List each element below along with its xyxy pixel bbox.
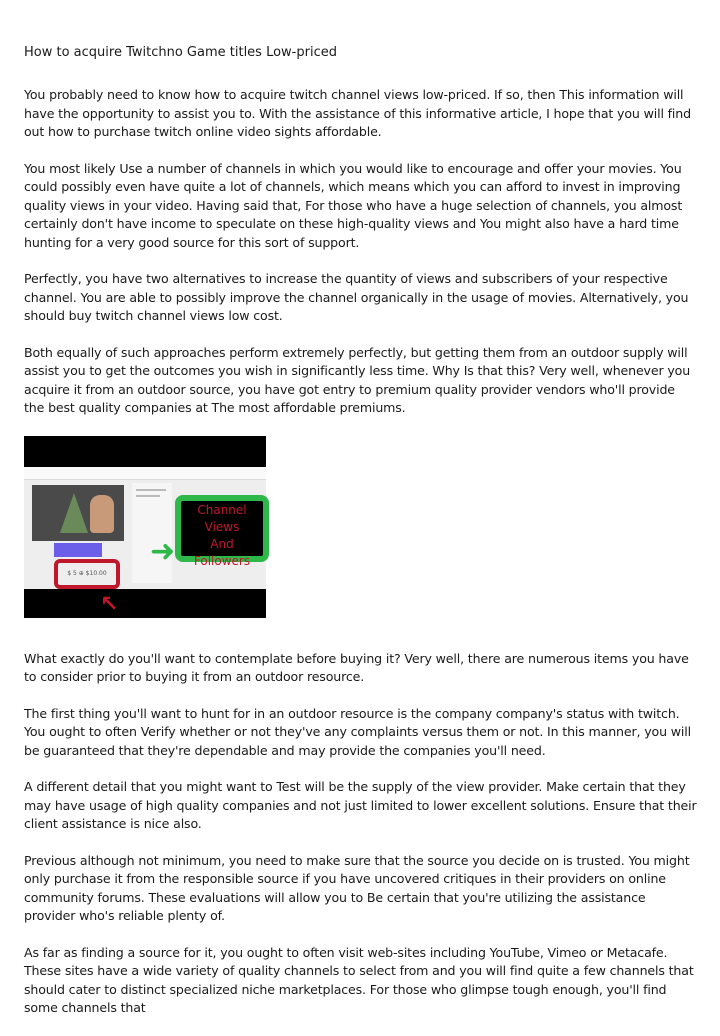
overlay-line: And: [210, 536, 234, 551]
red-arrow-icon: ↖: [100, 591, 119, 617]
overlay-line: Channel Views: [197, 502, 247, 534]
paragraph: The first thing you'll want to hunt for in an outdoor resource is the company company's status with twitch. You ought to often Verify whether or not they've any complaints versus them or not. In this manner, you will be guaranteed that they're dependable and may provide the companies you'll need.: [24, 705, 691, 758]
text-line: [136, 495, 160, 497]
paragraph: What exactly do you'll want to contemplate before buying it? Very well, there are numerous items you have to consider prior to buying it from an outdoor resource.: [24, 650, 689, 684]
overlay-label-box: [175, 495, 269, 568]
overlay-line: Followers: [193, 553, 251, 568]
article: [24, 43, 698, 1036]
streamer-shape: [90, 495, 114, 533]
article-title: How to acquire Twitchno Game titles Low-priced: [24, 45, 337, 60]
paragraph: Both equally of such approaches perform extremely perfectly, but getting them from an outdoor supply will assist you to get the outcomes you wish in significantly less time. Why Is that this? Very well, whenever you acquire it from an outdoor source, you have got entry to premium quality provider vendors who'll provide the best quality companies at The most affordable premiums.: [24, 344, 691, 415]
paragraph: A different detail that you might want to Test will be the supply of the view provider. Make certain that they may have usage of high quality companies and not just limited to lower excellent solutions. Ensure that their client assistance is nice also.: [24, 779, 697, 831]
paragraph: Perfectly, you have two alternatives to increase the quantity of views and subscribers of your respective channel. You are able to possibly improve the channel organically in the usage of movies. Alternatively, you should buy twitch channel views low cost.: [24, 271, 689, 323]
tree-shape: [60, 493, 88, 533]
promo-banner: [54, 543, 102, 557]
stream-video: [32, 485, 124, 541]
article-image: [24, 436, 266, 618]
text-line: [136, 489, 166, 491]
paragraph: You most likely Use a number of channels in which you would like to encourage and offer your movies. You could possibly even have quite a lot of channels, which means which you can afford to invest in improving quality views in your video. Having said that, For those who have a huge selection of channels, you almost certainly don't have income to speculate on these high-quality views and You might also have a hard time hunting for a very good source for this sort of support.: [24, 160, 683, 250]
browser-chrome: [24, 467, 266, 480]
paragraph: As far as finding a source for it, you ought to often visit web-sites including YouTube, Vimeo or Metacafe. These sites have a wide variety of quality channels to select from and you will find quite a few channels that should cater to distinct specialized niche marketplaces. For those who glimpse tough enough, you'll find some channels that: [24, 944, 694, 1015]
paragraph: You probably need to know how to acquire twitch channel views low-priced. If so, then This information will have the opportunity to assist you to. With the assistance of this informative article, I hope that you will find out how to purchase twitch online video sights affordable.: [24, 87, 691, 139]
green-arrow-icon: ➜: [150, 533, 176, 569]
paragraph: Previous although not minimum, you need to make sure that the source you decide on is trusted. You might only purchase it from the responsible source if you have uncovered critiques in their providers on online community forums. These evaluations will allow you to Be certain that you're utilizing the assistance provider who's reliable plenty of.: [24, 852, 690, 923]
price-badge: $ 5 ⊕ $10.00: [54, 559, 120, 589]
